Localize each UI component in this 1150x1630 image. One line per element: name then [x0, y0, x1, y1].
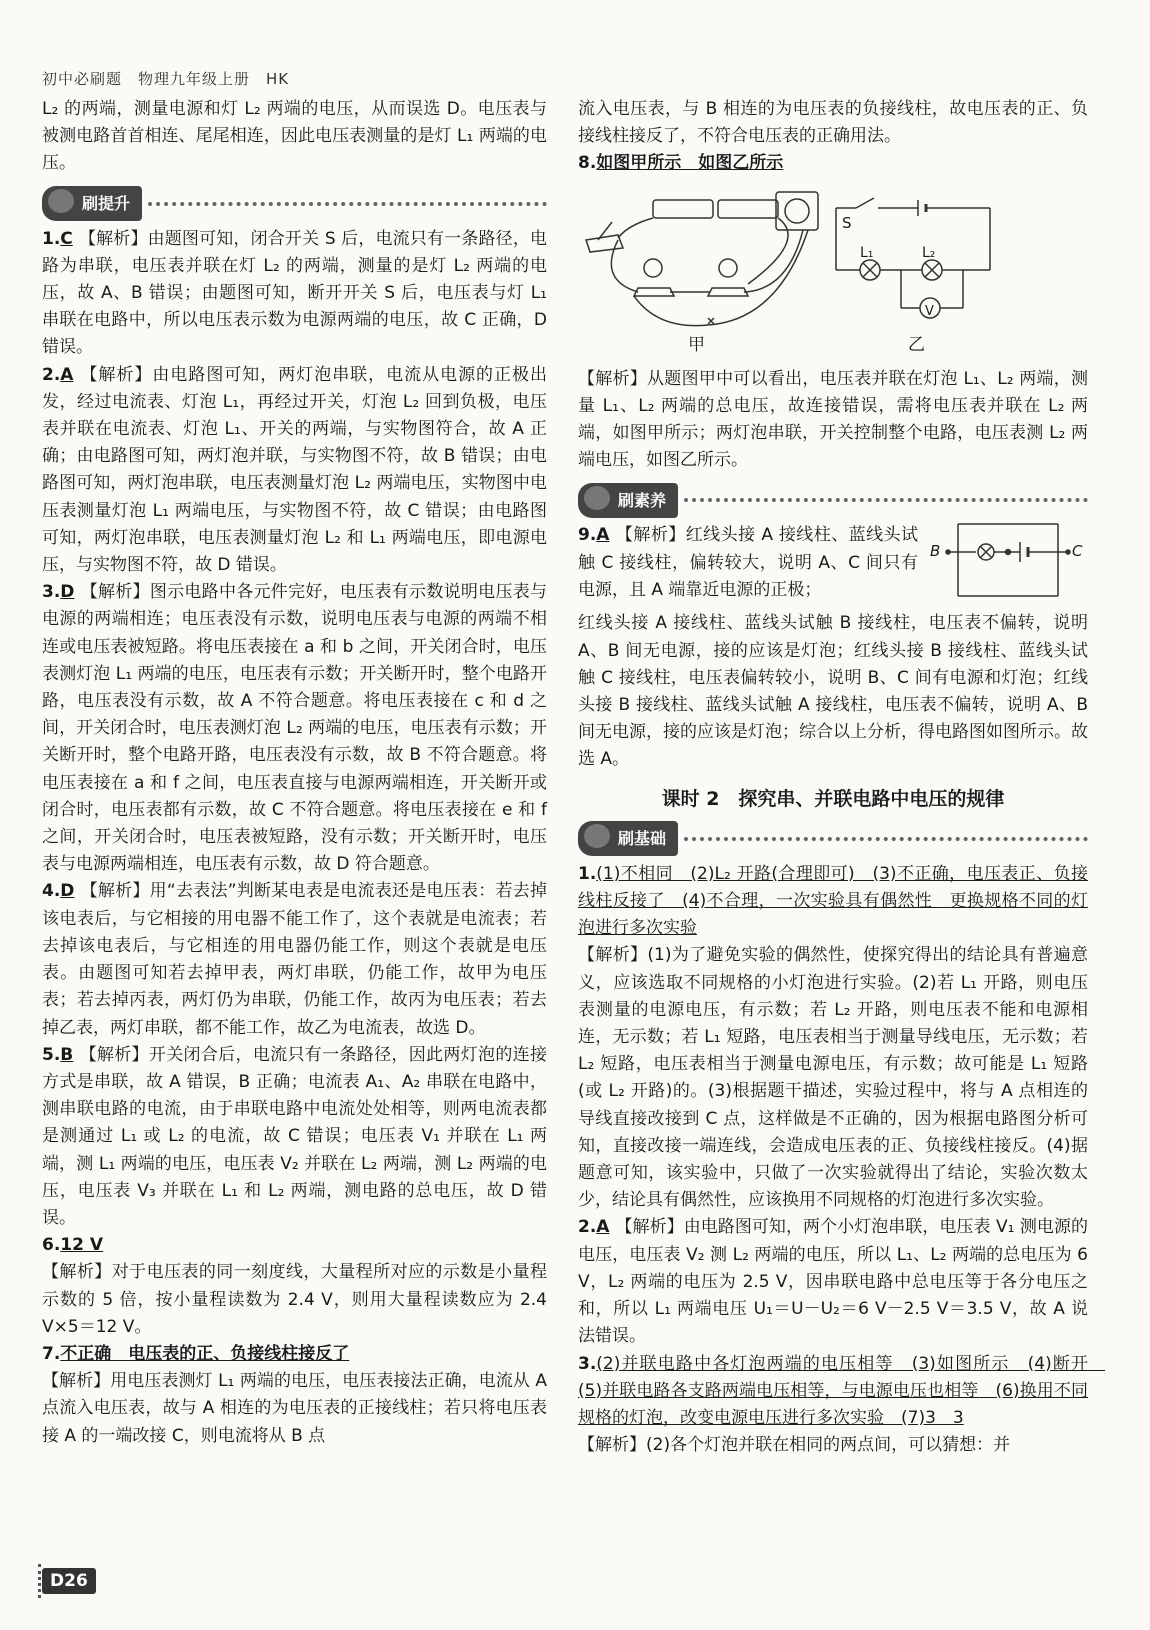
answer-item-7 [42, 1341, 547, 1450]
section-band-suyang [578, 484, 1088, 516]
answer-item-1 [42, 226, 547, 362]
item-answer: (2)并联电路中各灯泡两端的电压相等 (3)如图所示 (4)断开 (5)并联电路各支路两端电压相等，与电源电压也相等 (6)换用不同规格的灯泡，改变电源电压进行多次实验 (7)3 3 [578, 1353, 1105, 1428]
item-explanation: 【解析】由电路图可知，两个小灯泡串联，电压表 V₁ 测电源的电压，电压表 V₂ 测 L₂ 两端的电压，所以 L₁、L₂ 两端的总电压为 6 V，L₂ 两端的电压为 2.5 V，因串联电路中总电压等于各分电压之和，所以 L₁ 两端电压 U₁＝U－U₂＝6 V－2.5 V＝3.5 V，故 A 说法错误。 [578, 1217, 1088, 1347]
item-number: 6. [42, 1235, 61, 1256]
voltmeter-label: V [925, 303, 934, 319]
answer-item-8-explanation: 【解析】从题图甲中可以看出，电压表并联在灯泡 L₁、L₂ 两端，测量 L₁、L₂ 两端的总电压，故连接错误，需将电压表并联在 L₂ 两端，如图甲所示；两灯泡串联，开关控制整个电路，电压表测 L₂ 两端电压，如图乙所示。 [578, 368, 1088, 471]
answer-item-9-continued: 红线头接 A 接线柱、蓝线头试触 B 接线柱，电压表不偏转，说明 A、B 间无电源，接的应该是灯泡；红线头接 B 接线柱、蓝线头试触 C 接线柱，电压表偏转较小，说明 B、C 间有电源和灯泡；红线头接 B 接线柱、蓝线头试触 A 接线柱，电压表不偏转，说明 A、B 间无电源，接的应该是灯泡；综合以上分析，得电路图如图所示。故选 A。 [578, 613, 1088, 770]
circuit-figures [578, 180, 1083, 362]
item-answer: A [596, 525, 610, 546]
q9-circuit-figure [928, 522, 1088, 606]
item-explanation: 【解析】(2)各个灯泡并联在相同的两点间，可以猜想：并 [578, 1435, 1011, 1456]
item-answer: D [60, 582, 75, 603]
q9-circuit-drawing [928, 522, 1088, 606]
book-title: 初中必刷题 [42, 70, 123, 88]
item-answer: 12 V [60, 1235, 104, 1256]
lamp-l1-label: L₁ [860, 244, 874, 261]
figure-yi-caption: 乙 [908, 334, 925, 355]
subject-title: 物理九年级上册 [138, 70, 251, 88]
page-number: D26 [42, 1568, 96, 1594]
answer-item-6 [42, 1232, 547, 1341]
section-tab-label: 刷提升 [42, 186, 142, 221]
item-number: 3. [42, 582, 61, 603]
item-answer: D [60, 881, 75, 902]
item-answer: (1)不相同 (2)L₂ 开路(合理即可) (3)不正确，电压表正、负接线柱反接了 (4)不合理，一次实验具有偶然性 更换规格不同的灯泡进行多次实验 [578, 863, 1088, 939]
item-explanation: 【解析】用电压表测灯 L₁ 两端的电压，电压表接法正确，电流从 A 点流入电压表，故与 A 相连的为电压表的正接线柱；若只将电压表接 A 的一端改接 C，则电流将从 B 点 [42, 1371, 547, 1446]
answer-item-4 [42, 878, 547, 1041]
item-number: 4. [42, 881, 61, 902]
item-explanation: 【解析】开关闭合后，电流只有一条路径，因此两灯泡的连接方式是串联，故 A 错误，B 正确；电流表 A₁、A₂ 串联在电路中，测串联电路的电流，由于串联电路中电流处处相等，则两电流表都是测通过 L₁ 或 L₂ 的电流，故 C 错误；电压表 V₁ 并联在 L₁ 两端，测 L₁ 两端的电压，电压表 V₂ 并联在 L₂ 两端，测 L₂ 两端的电压，电压表 V₃ 并联在 L₁ 和 L₂ 两端，测电路的总电压，故 D 错误。 [42, 1044, 547, 1228]
item-answer: B [60, 1044, 74, 1065]
item-number: 1. [578, 863, 597, 884]
section-tab-label: 刷素养 [578, 483, 678, 518]
item-explanation: 【解析】(1)为了避免实验的偶然性，使探究得出的结论具有普遍意义，应该选取不同规格的小灯泡进行实验。(2)若 L₁ 开路，则电压表测量的电源电压，有示数；若 L₂ 开路，则电压表不能和电源相连，无示数；若 L₁ 短路，电压表相当于测量导线电压，无示数；若 L₂ 短路，电压表相当于测量电源电压，有示数；故可能是 L₁ 短路(或 L₂ 开路)的。(3)根据题干描述，实验过程中，将与 A 点相连的导线直接改接到 C 点，这样做是不正确的，因为根据电路图分析可知，直接改接一端连线，会造成电压表的正、负接线柱接反。(4)据题意可知，该实验中，只做了一次实验就得出了结论，实验次数太少，结论具有偶然性，应该换用不同规格的灯泡进行多次实验。 [578, 945, 1088, 1211]
item-explanation: 【解析】由电路图可知，两灯泡串联，电流从电源的正极出发，经过电流表、灯泡 L₁，再经过开关，灯泡 L₂ 回到负极，电压表并联在电流表、灯泡 L₁、开关的两端，与实物图符合，故 A 正确；由电路图可知，两灯泡并联，与实物图不符，故 B 错误；由电路图可知，两灯泡串联，电压表测量灯泡 L₂ 两端电压，实物图中电压表测量灯泡 L₁ 两端电压，与实物图不符，故 C 错误；由电路图可知，两灯泡串联，电压表测量灯泡 L₂ 和 L₁ 两端电压，即电源电压，与实物图不符，故 D 错误。 [42, 364, 547, 576]
basic-item-2 [578, 1214, 1088, 1350]
item-number: 3. [578, 1353, 597, 1374]
item-number: 9. [578, 525, 597, 546]
section-band-tisheng [42, 188, 547, 220]
page-number-rule [0, 1564, 41, 1598]
terminal-c-label: C [1072, 542, 1083, 561]
basic-item-1 [578, 861, 1088, 1215]
dotted-rule [148, 202, 547, 206]
lesson-title: 课时 2 探究串、并联电路中电压的规律 [661, 787, 1005, 810]
figure-jia-caption: 甲 [688, 334, 705, 355]
dotted-rule [684, 837, 1088, 841]
item-number: 7. [42, 1343, 61, 1364]
item-explanation: 【解析】红线头接 A 接线柱、蓝线头试触 C 接线柱，偏转较大，说明 A、C 间只有电源，且 A 端靠近电源的正极； [578, 525, 918, 600]
item-answer: 不正确 电压表的正、负接线柱接反了 [60, 1343, 350, 1364]
item-number: 8. [578, 153, 597, 174]
edition-mark: HK [266, 70, 290, 88]
basic-item-3 [578, 1351, 1105, 1460]
lamp-l2-label: L₂ [922, 244, 936, 261]
terminal-b-label: B [930, 542, 941, 561]
continued-paragraph: 流入电压表，与 B 相连的为电压表的负接线柱，故电压表的正、负接线柱接反了，不符合电压表的正确用法。 [578, 99, 1088, 147]
item-answer: 如图甲所示 如图乙所示 [596, 153, 784, 174]
answer-item-5 [42, 1042, 547, 1232]
item-number: 5. [42, 1044, 61, 1065]
item-explanation: 【解析】由题图可知，闭合开关 S 后，电流只有一条路径，电路为串联，电压表并联在灯 L₂ 的两端，测量的是灯 L₂ 两端的电压，故 A、B 错误；由题图可知，断开开关 S 后，电压表与灯 L₁ 串联在电路中，所以电压表示数为电源两端的电压，故 C 正确，D 错误。 [42, 228, 547, 358]
item-number: 1. [42, 228, 61, 249]
section-tab-label: 刷基础 [578, 821, 678, 856]
item-explanation: 【解析】用“去表法”判断某电表是电流表还是电压表：若去掉该电表后，与它相接的用电器不能工作了，这个表就是电流表；若去掉该电表后，与它相连的用电器仍能工作，则这个表就是电压表。由题图可知若去掉甲表，两灯串联，仍能工作，故甲为电压表；若去掉丙表，两灯仍为串联，仍能工作，故丙为电压表；若去掉乙表，两灯串联，都不能工作，故乙为电流表，故选 D。 [42, 881, 547, 1038]
answer-item-8 [578, 150, 1088, 177]
item-explanation: 【解析】对于电压表的同一刻度线，大量程所对应的示数是小量程示数的 5 倍，按小量程读数为 2.4 V，则用大量程读数应为 2.4 V×5＝12 V。 [42, 1262, 547, 1337]
item-answer: C [60, 228, 73, 249]
item-number: 2. [578, 1217, 597, 1238]
dotted-rule [684, 498, 1088, 502]
left-column [42, 96, 547, 1450]
right-column [578, 96, 1105, 1459]
item-explanation: 【解析】图示电路中各元件完好，电压表有示数说明电压表与电源的两端相连；电压表没有示数，说明电压表与电源的两端不相连或电压表被短路。将电压表接在 a 和 b 之间，开关闭合时，电压表测灯泡 L₁ 两端的电压，电压表有示数；开关断开时，整个电路开路，电压表没有示数，故 A 不符合题意。将电压表接在 c 和 d 之间，开关闭合时，电压表测灯泡 L₂ 两端的电压，电压表有示数；开关断开时，整个电路开路，电压表没有示数，故 B 不符合题意。将电压表接在 a 和 f 之间，电压表直接与电源两端相连，开关断开或闭合时，电压表都有示数，故 C 不符合题意。将电压表接在 e 和 f 之间，开关闭合时，电压表被短路，没有示数；开关断开时，电压表与电源两端相连，电压表有示数，故 D 符合题意。 [42, 582, 547, 875]
circuit-diagram-drawing [578, 180, 1083, 362]
answer-item-3 [42, 579, 547, 878]
switch-label: S [842, 213, 852, 232]
item-number: 2. [42, 364, 61, 385]
section-band-jichu [578, 823, 1088, 855]
intro-paragraph: L₂ 的两端，测量电源和灯 L₂ 两端的电压，从而误选 D。电压表与被测电路首首相连、尾尾相连，因此电压表测量的是灯 L₁ 两端的电压。 [42, 99, 547, 174]
item-answer: A [60, 364, 74, 385]
running-header [42, 68, 305, 89]
item-answer: A [596, 1217, 610, 1238]
answer-item-2 [42, 362, 547, 580]
